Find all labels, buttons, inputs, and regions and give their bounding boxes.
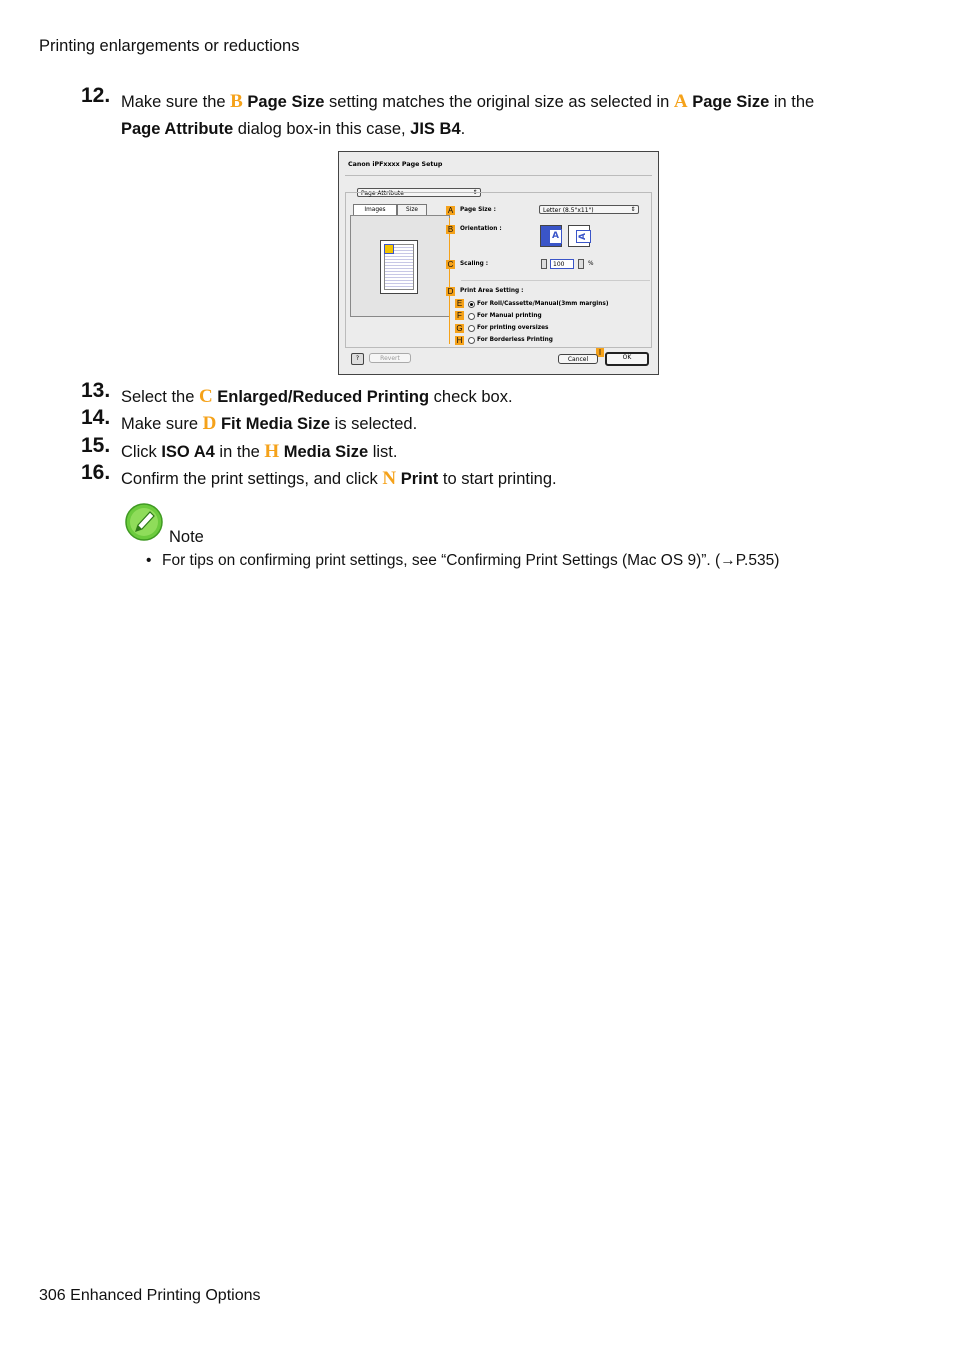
text: . [460, 120, 466, 138]
radio-roll-cassette[interactable] [468, 301, 475, 308]
radio-oversizes-label: For printing oversizes [477, 325, 549, 331]
text: list. [368, 443, 398, 461]
marker-d: D [447, 287, 454, 296]
print-area-label: Print Area Setting : [460, 288, 524, 294]
page-header: Printing enlargements or reductions [39, 37, 300, 55]
dialog-title: Canon iPFxxxx Page Setup [348, 161, 443, 168]
page-size-label: Page Size : [460, 207, 496, 213]
step-number: 13. [81, 379, 111, 402]
marker-e: E [456, 299, 463, 308]
step-text [121, 383, 901, 411]
page-setup-dialog [338, 151, 659, 375]
revert-button[interactable]: Revert [369, 353, 411, 363]
text: Confirm the print settings, and click [121, 470, 383, 488]
step-text [121, 410, 901, 438]
text: Select the [121, 388, 199, 406]
text: Make sure the [121, 93, 231, 111]
step-number: 15. [81, 434, 111, 457]
radio-borderless[interactable] [468, 337, 475, 344]
note-label: Note [169, 528, 204, 546]
ui-term: Page Attribute [121, 120, 234, 138]
step-number: 12. [81, 84, 111, 107]
step-13 [81, 379, 901, 411]
note-text: For tips on confirming print settings, see “Confirming Print Settings (Mac OS 9)”. (→P.535) [162, 552, 780, 569]
note-list-item [146, 552, 779, 570]
ui-term: Print [400, 470, 439, 488]
divider [345, 175, 652, 176]
marker-h: H [456, 336, 463, 345]
step-12 [81, 84, 901, 143]
step-text [121, 465, 901, 493]
step-16 [81, 461, 901, 493]
text: in the [769, 93, 815, 111]
portrait-button[interactable] [540, 225, 562, 247]
radio-manual-label: For Manual printing [477, 313, 542, 319]
divider [461, 280, 650, 281]
text: setting matches the original size as selected in [324, 93, 674, 111]
scaling-input[interactable]: 100 [550, 259, 574, 269]
radio-borderless-label: For Borderless Printing [477, 337, 553, 343]
marker-a: A [447, 206, 454, 215]
step-number: 16. [81, 461, 111, 484]
landscape-button[interactable] [568, 225, 590, 247]
cancel-button[interactable]: Cancel [558, 354, 598, 364]
step-14 [81, 406, 901, 438]
ui-term: Media Size [283, 443, 369, 461]
ui-term: ISO A4 [161, 443, 215, 461]
radio-manual[interactable] [468, 313, 475, 320]
text: is selected. [330, 415, 418, 433]
text: Click [121, 443, 162, 461]
tab-size[interactable]: Size [397, 204, 427, 215]
marker-g: G [456, 324, 463, 333]
step-text [121, 88, 901, 143]
ok-button[interactable]: OK [605, 352, 649, 366]
scaling-unit: % [588, 261, 594, 267]
marker-f: F [455, 311, 464, 320]
marker-b: B [447, 225, 454, 234]
callout-letter: H [264, 441, 280, 462]
scaling-label: Scaling : [460, 261, 489, 267]
callout-letter: D [202, 413, 217, 434]
radio-oversizes[interactable] [468, 325, 475, 332]
ui-term: Page Size [692, 93, 770, 111]
callout-letter: N [382, 468, 397, 489]
step-15 [81, 434, 901, 466]
bullet: • [146, 552, 152, 569]
marker-c: C [447, 260, 454, 269]
text: to start printing. [438, 470, 557, 488]
orientation-label: Orientation : [460, 226, 502, 232]
radio-roll-cassette-label: For Roll/Cassette/Manual(3mm margins) [477, 301, 609, 307]
marker-i: I [596, 348, 604, 357]
callout-letter: B [230, 91, 243, 112]
scaling-stepper[interactable] [541, 259, 547, 269]
text: dialog box-in this case, [233, 120, 411, 138]
landscape-icon: A [576, 230, 591, 243]
ui-term: Page Size [247, 93, 325, 111]
step-text [121, 438, 901, 466]
page-footer: 306 Enhanced Printing Options [39, 1287, 261, 1304]
page-preview [380, 240, 418, 294]
ui-term: JIS B4 [410, 120, 461, 138]
page-size-value: Letter (8.5"x11") [543, 207, 594, 214]
callout-letter: A [673, 91, 688, 112]
callout-line [449, 218, 450, 344]
panel-popup-label: Page Attribute [361, 190, 404, 197]
step-number: 14. [81, 406, 111, 429]
pencil-note-icon [125, 503, 163, 541]
scaling-dropdown[interactable] [578, 259, 584, 269]
image-icon [384, 244, 394, 254]
text: Make sure [121, 415, 203, 433]
help-button[interactable]: ? [351, 353, 364, 365]
text: check box. [429, 388, 513, 406]
text: in the [214, 443, 265, 461]
updown-arrow-icon: ⇕ [472, 189, 478, 196]
tab-images[interactable]: Images [353, 204, 397, 215]
page-size-popup[interactable] [539, 205, 639, 214]
callout-letter: C [198, 386, 213, 407]
updown-arrow-icon: ⇕ [630, 206, 636, 213]
portrait-icon: A [549, 229, 562, 244]
ui-term: Enlarged/Reduced Printing [217, 388, 430, 406]
ui-term: Fit Media Size [220, 415, 331, 433]
